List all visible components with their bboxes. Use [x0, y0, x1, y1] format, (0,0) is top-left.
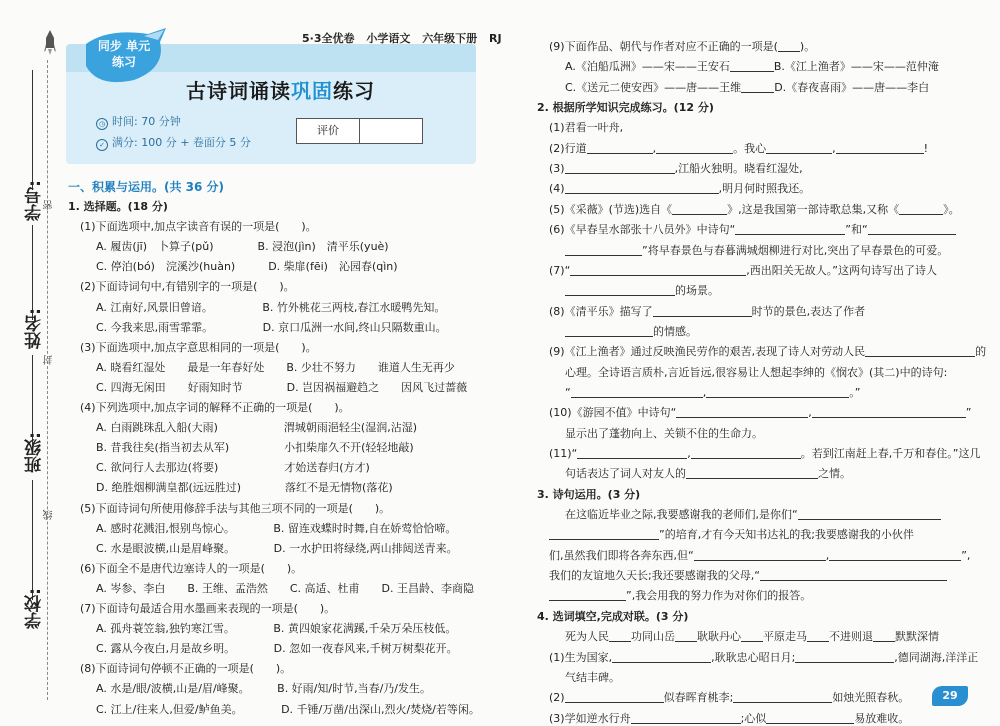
left-line: C. 露从今夜白,月是故乡明。 D. 忽如一夜春风来,千树万树梨花开。 — [96, 642, 458, 656]
left-line: C. 江上/往来人,但爱/鲈鱼美。 D. 千锤/万凿/出深山,烈火/焚烧/若等闲。 — [96, 702, 480, 716]
right-line: A.《泊船瓜洲》——宋——王安石 B.《江上渔者》——宋——范仲淹 — [565, 60, 939, 74]
right-line: 3. 诗句运用。(3 分) — [537, 487, 641, 501]
right-line: (1)生为国家, ,耿耿忠心昭日月; ,德同湖海,洋洋正 — [549, 650, 979, 664]
left-line: (3)下面选项中,加点字意思相同的一项是( )。 — [80, 340, 317, 354]
right-line: (4) ,明月何时照我还。 — [549, 182, 811, 196]
class-label: 班级: — [25, 432, 45, 473]
right-line: 气结丰碑。 — [565, 670, 620, 684]
right-line: (7)“ ,西出阳关无故人。”这两句诗写出了诗人 — [549, 263, 937, 277]
right-line: (2)行道 , 。我心 , ! — [549, 141, 929, 155]
left-line: (6)下面全不是唐代边塞诗人的一项是( )。 — [80, 561, 303, 575]
right-line: (9)《江上渔者》通过反映渔民劳作的艰苦,表现了诗人对劳动人民 的 — [549, 345, 987, 359]
left-line: (8)下面诗词句停顿不正确的一项是( )。 — [80, 662, 292, 676]
left-line: C. 今我来思,雨雪霏霏。 D. 京口瓜洲一水间,终山只隔数重山。 — [96, 320, 447, 334]
left-line: A. 江南好,风景旧曾谙。 B. 竹外桃花三两枝,春江水暖鸭先知。 — [96, 300, 446, 314]
right-line: (10)《游园不值》中诗句“ , ” — [549, 406, 972, 420]
left-line: (5)下面诗词句所使用修辞手法与其他三项不同的一项是( )。 — [80, 501, 391, 515]
badge-text: 同步 单元练习 — [97, 39, 151, 69]
subject: 小学语文 — [366, 32, 411, 45]
rocket-icon — [44, 30, 56, 56]
left-line: C. 四海无闲田 好雨知时节 D. 岂因祸福避趋之 因风飞过蔷薇 — [96, 380, 468, 394]
left-line: A. 履齿(jī) 卜算子(pǔ) B. 浸泡(jìn) 清平乐(yuè) — [96, 240, 389, 254]
left-line: A. 感时花溅泪,恨别鸟惊心。 B. 留连戏蝶时时舞,自在娇莺恰恰啼。 — [96, 521, 457, 535]
student-id-label: 学号: — [25, 180, 45, 221]
left-line: A. 孤舟蓑笠翁,独钓寒江雪。 B. 黄四娘家花满蹊,千朵万朵压枝低。 — [96, 622, 457, 636]
right-line: (11)“ , 。若到江南赶上春,千万和春住。”这几 — [549, 447, 981, 460]
right-line: 在这临近毕业之际,我要感谢我的老师们,是你们“ — [565, 506, 941, 522]
right-line: “ , 。” — [565, 385, 861, 399]
binding-spine — [0, 0, 56, 718]
right-line: 死为人民 功同山岳 耿耿丹心 平原走马 不进则退 默默深情 — [565, 630, 939, 644]
left-line: 1. 选择题。(18 分) — [68, 200, 168, 213]
left-line: A. 白雨跳珠乱入船(大雨) 渭城朝雨浥轻尘(湿润,沾湿) — [96, 421, 417, 435]
book-info — [302, 30, 510, 46]
page-title: 古诗词诵读巩固练习 — [186, 79, 375, 103]
left-line: C. 水是眼波横,山是眉峰聚。 D. 一水护田将绿绕,两山排闼送青来。 — [96, 541, 458, 555]
right-line: (2) 似春晖育桃李; 如烛光照春秋。 — [549, 691, 910, 705]
left-line: A. 水是/眼/波横,山是/眉/峰聚。 B. 好雨/知/时节,当春/乃/发生。 — [96, 682, 432, 696]
left-line: A. 晓看红湿处 最是一年春好处 B. 少壮不努力 谁道人生无再少 — [96, 360, 455, 374]
right-line: 4. 选词填空,完成对联。(3 分) — [537, 609, 689, 623]
check-icon: ✓ — [96, 139, 108, 151]
left-line: (2)下面诗词句中,有错别字的一项是( )。 — [80, 280, 295, 294]
edition: RJ — [489, 32, 502, 45]
cut-word-xian: 线 — [44, 510, 55, 520]
right-line: (8)《清平乐》描写了 时节的景色,表达了作者 — [549, 304, 866, 318]
cut-word-feng: 封 — [44, 355, 55, 365]
evaluation-box — [296, 118, 423, 144]
right-line: 显示出了蓬勃向上、关锁不住的生命力。 — [565, 426, 763, 440]
school-line — [32, 480, 33, 600]
left-line: C. 欲问行人去那边(将要) 才始送春归(方才) — [96, 461, 370, 475]
right-line: 句话表达了词人对友人的 之情。 — [565, 467, 851, 481]
school-label: 学校: — [25, 588, 45, 629]
left-line: C. 停泊(bó) 浣溪沙(huàn) D. 柴扉(fēi) 沁园春(qìn) — [96, 260, 398, 274]
left-line: (1)下面选项中,加点字读音有误的一项是( )。 — [80, 220, 317, 234]
score-info: ✓ 满分: 100 分 + 卷面分 5 分 — [96, 134, 251, 151]
clock-icon: ◷ — [96, 118, 108, 130]
right-line: (1)君看一叶舟, — [549, 121, 624, 135]
left-line: (4)下列选项中,加点字词的解释不正确的一项是( )。 — [80, 401, 350, 414]
right-line: 们,虽然我们即将各奔东西,但“ , ”, — [549, 548, 971, 562]
section-title: 一、积累与运用。(共 36 分) — [68, 180, 225, 194]
right-line: (6)《早春呈水部张十八员外》中诗句“ ”和“ — [549, 221, 956, 237]
page-number: 29 — [932, 686, 968, 706]
right-line: ”,我会用我的努力作为对你们的报答。 — [549, 587, 811, 603]
time-info: ◷ 时间: 70 分钟 — [96, 113, 181, 130]
cut-line — [47, 60, 48, 700]
grade: 六年级下册 — [422, 32, 478, 45]
left-line: A. 岑参、李白 B. 王维、孟浩然 C. 高适、杜甫 D. 王昌龄、李商隐 — [96, 581, 474, 595]
right-line: 2. 根据所学知识完成练习。(12 分) — [537, 101, 714, 115]
left-line: (7)下面诗句最适合用水墨画来表现的一项是( )。 — [80, 602, 336, 615]
left-line: B. 昔我往矣(指当初去从军) 小扣柴扉久不开(轻轻地敲) — [96, 441, 414, 455]
name-label: 姓名: — [25, 308, 45, 349]
name-line — [32, 225, 33, 320]
right-line: ”将早春景色与春暮满城烟柳进行对比,突出了早春景色的可爱。 — [565, 242, 948, 258]
right-line: C.《送元二使安西》——唐——王维 D.《春夜喜雨》——唐——李白 — [565, 80, 930, 94]
right-line: (9)下面作品、朝代与作者对应不正确的一项是( )。 — [549, 40, 816, 53]
right-line: ”的培育,才有今天知书达礼的我;我要感谢我的小伙伴 — [549, 526, 914, 542]
right-line: (3)学如逆水行舟 ;心似 易放难收。 — [549, 711, 910, 725]
right-line: (5)《采薇》(节选)选自《 》,这是我国第一部诗歌总集,又称《 》。 — [549, 202, 960, 216]
series-name: 5·3全优卷 — [302, 32, 355, 45]
student-id-line — [32, 70, 33, 190]
right-line: (3) ,江船火独明。晓看红湿处, — [549, 162, 803, 176]
left-line: D. 绝胜烟柳满皇都(远远胜过) 落红不是无情物(落花) — [96, 481, 393, 495]
right-line: 的场景。 — [565, 282, 719, 298]
right-line: 心理。全诗语言质朴,言近旨远,很容易让人想起李绅的《悯农》(其二)中的诗句: — [565, 365, 948, 379]
right-line: 我们的友谊地久天长;我还要感谢我的父母,“ — [549, 567, 947, 583]
evaluation-label: 评价 — [297, 119, 360, 143]
cut-word-mi: 密 — [44, 200, 55, 210]
right-line: 的情感。 — [565, 323, 697, 339]
